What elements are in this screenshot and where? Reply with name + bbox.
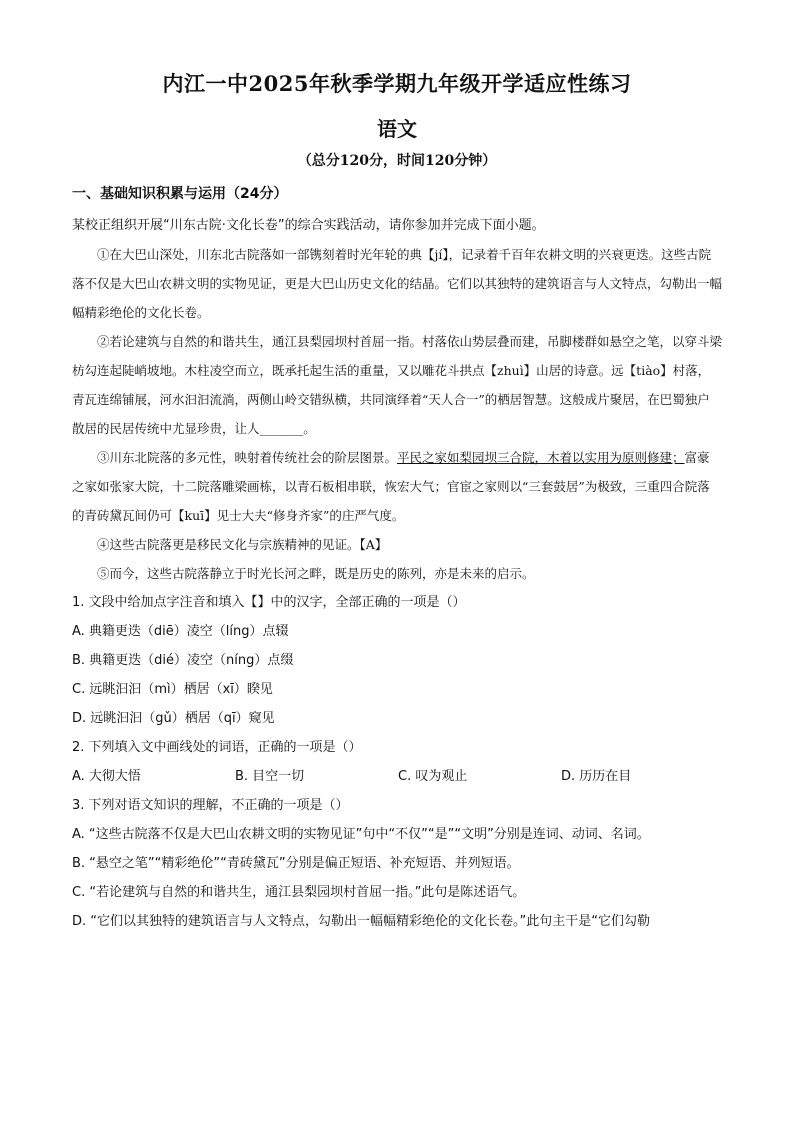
- passage-paragraph-2: ②若论建筑与自然的和谐共生，通江县梨园坝村首屈一指。村落依山势层叠而建，吊脚楼群如悬空之笔，以穿斗梁枋勾连起陡峭坡地。木柱凌空而立，既承托起生活的重量，又以雕花斗拱点【zhuì】山居的诗意。远【tiào】村落，青瓦连绵铺展，河水汩汩流淌，两侧山岭交错纵横，共同演绎着“天人合一”的栖居智慧。这般成片聚居，在巴蜀独户散居的民居传统中尤显珍贵，让人_______。: [72, 334, 723, 436]
- activity-intro: 某校正组织开展“川东古院·文化长卷”的综合实践活动，请你参加并完成下面小题。: [72, 218, 545, 233]
- passage-paragraph-5: ⑤而今，这些古院落静立于时光长河之畔，既是历史的陈列，亦是未来的启示。: [97, 566, 535, 581]
- question-3-option-a: A. “这些古院落不仅是大巴山农耕文明的实物见证”句中“不仅”“是”“文明”分别是连词、动词、名词。: [72, 827, 650, 842]
- question-2-options: [72, 762, 722, 791]
- question-3-option-c: C. “若论建筑与自然的和谐共生，通江县梨园坝村首屈一指。”此句是陈述语气。: [72, 885, 526, 900]
- question-3-option-d: D. “它们以其独特的建筑语言与人文特点，勾勒出一幅幅精彩绝伦的文化长卷。”此句主干是“它们勾勒: [72, 914, 650, 929]
- question-2-stem: 2. 下列填入文中画线处的词语，正确的一项是（）: [72, 740, 362, 755]
- exam-title: 内江一中2025年秋季学期九年级开学适应性练习: [162, 71, 632, 96]
- question-3-option-b: B. “悬空之笔”“精彩绝伦”“青砖黛瓦”分别是偏正短语、补充短语、并列短语。: [72, 856, 520, 871]
- question-1-stem: 1. 文段中给加点字注音和填入【】中的汉字，全部正确的一项是（）: [72, 595, 466, 610]
- passage-paragraph-4: ④这些古院落更是移民文化与宗族精神的见证。【A】: [97, 537, 388, 552]
- score-note: （总分120分，时间120分钟）: [297, 153, 497, 169]
- question-1-option-c: C. 远眺汩汩（mì）栖居（xī）睽见: [72, 682, 273, 697]
- question-3-stem: 3. 下列对语文知识的理解，不正确的一项是（）: [72, 798, 349, 813]
- passage-paragraph-1: ①在大巴山深处，川东北古院落如一部镌刻着时光年轮的典【jí】，记录着千百年农耕文明的兴衰更迭。这些古院落不仅是大巴山农耕文明的实物见证，更是大巴山历史文化的结晶。它们以其独特的建筑语言与人文特点，勾勒出一幅幅精彩绝伦的文化长卷。: [72, 247, 723, 320]
- para3-text-end: 富豪之家如张家大院，十二院落雕梁画栋，以青石板相串联，恢宏大气；官宦之家则以“三套鼓居”为极致，三重四合院落的青砖黛瓦间仍可【kuī】见士大夫“修身齐家”的庄严气度。: [72, 450, 710, 523]
- question-1-option-b: B. 典籍更迭（dié）凌空（níng）点缀: [72, 653, 294, 668]
- subject-title: 语文: [377, 117, 417, 141]
- question-2-option-b: B. 目空一切: [235, 769, 305, 784]
- question-1-option-d: D. 远眺汩汩（gǔ）栖居（qī）窥见: [72, 711, 275, 726]
- question-2-option-c: C. 叹为观止: [398, 769, 468, 784]
- passage-paragraph-3: [72, 443, 722, 530]
- para3-text-start: ③川东北院落的多元性，映射着传统社会的阶层图景。: [97, 450, 398, 465]
- exam-content: [72, 211, 722, 936]
- para3-underlined-text: 平民之家如梨园坝三合院，木着以实用为原则修建；: [397, 450, 685, 465]
- question-1-option-a: A. 典籍更迭（diē）凌空（líng）点辍: [72, 624, 289, 639]
- question-2-option-a: A. 大彻大悟: [72, 769, 141, 784]
- section-heading: 一、基础知识积累与运用（24分）: [72, 186, 288, 202]
- question-2-option-d: D. 历历在目: [561, 769, 632, 784]
